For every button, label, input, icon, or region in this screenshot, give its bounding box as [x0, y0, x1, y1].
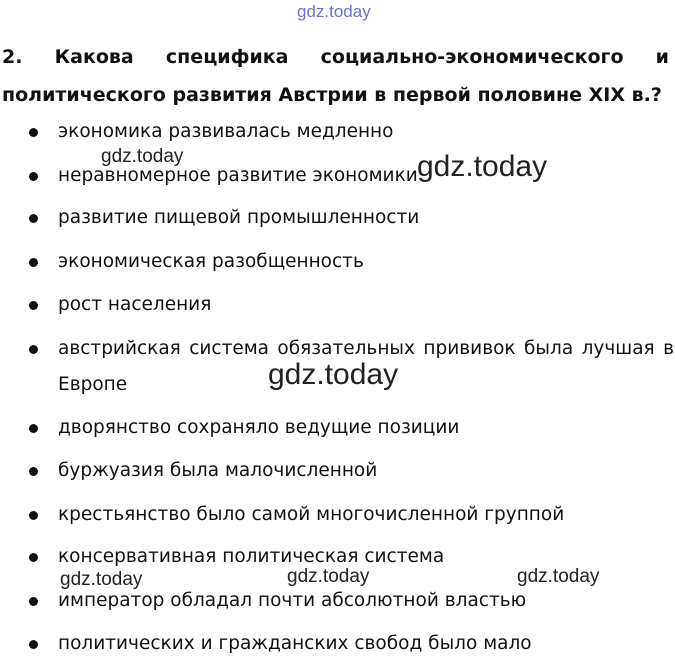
watermark: gdz.today — [417, 150, 548, 183]
watermark: gdz.today — [101, 146, 184, 167]
list-item-text: политических и гражданских свобод было мало — [58, 633, 532, 654]
list-item — [29, 626, 674, 662]
bullet-icon — [29, 214, 38, 223]
list-item-text: развитие пищевой промышленности — [58, 207, 420, 228]
list-item — [29, 497, 674, 533]
list-item-text: буржуазия была малочисленной — [58, 460, 378, 481]
bullet-icon — [29, 467, 38, 476]
bullet-icon — [29, 128, 38, 137]
bullet-icon — [29, 597, 38, 606]
bullet-icon — [29, 258, 38, 267]
watermark: gdz.today — [268, 358, 399, 391]
list-item-text: неравномерное развитие экономики — [58, 165, 418, 186]
watermark-top: gdz.today — [297, 2, 371, 21]
list-item — [29, 200, 674, 236]
list-item-text: экономическая разобщенность — [58, 251, 364, 272]
watermark: gdz.today — [287, 566, 370, 587]
list-item-text: крестьянство было самой многочисленной группой — [58, 504, 565, 525]
list-item-text: дворянство сохраняло ведущие позиции — [58, 417, 460, 438]
list-item — [29, 244, 674, 280]
bullet-icon — [29, 553, 38, 562]
bullet-icon — [29, 640, 38, 649]
list-item — [29, 287, 674, 323]
list-item — [29, 453, 674, 489]
list-item — [29, 410, 674, 446]
bullet-icon — [29, 424, 38, 433]
list-item-text: экономика развивалась медленно — [58, 121, 394, 142]
list-item-text: рост населения — [58, 294, 212, 315]
list-item-text: консервативная политическая система — [58, 546, 445, 567]
watermark: gdz.today — [517, 566, 600, 587]
watermark: gdz.today — [60, 569, 143, 590]
bullet-icon — [29, 172, 38, 181]
list-item-text: император обладал почти абсолютной властью — [58, 590, 527, 611]
list-item — [29, 114, 674, 150]
bullet-icon — [29, 511, 38, 520]
question-heading: 2. Какова специфика социально-экономического и политического развития Австрии в первой половине XIX в.? — [2, 46, 669, 106]
bullet-icon — [29, 345, 38, 354]
bullet-icon — [29, 301, 38, 310]
list-item-text: австрийская система обязательных прививок была лучшая в Европе — [58, 338, 674, 395]
